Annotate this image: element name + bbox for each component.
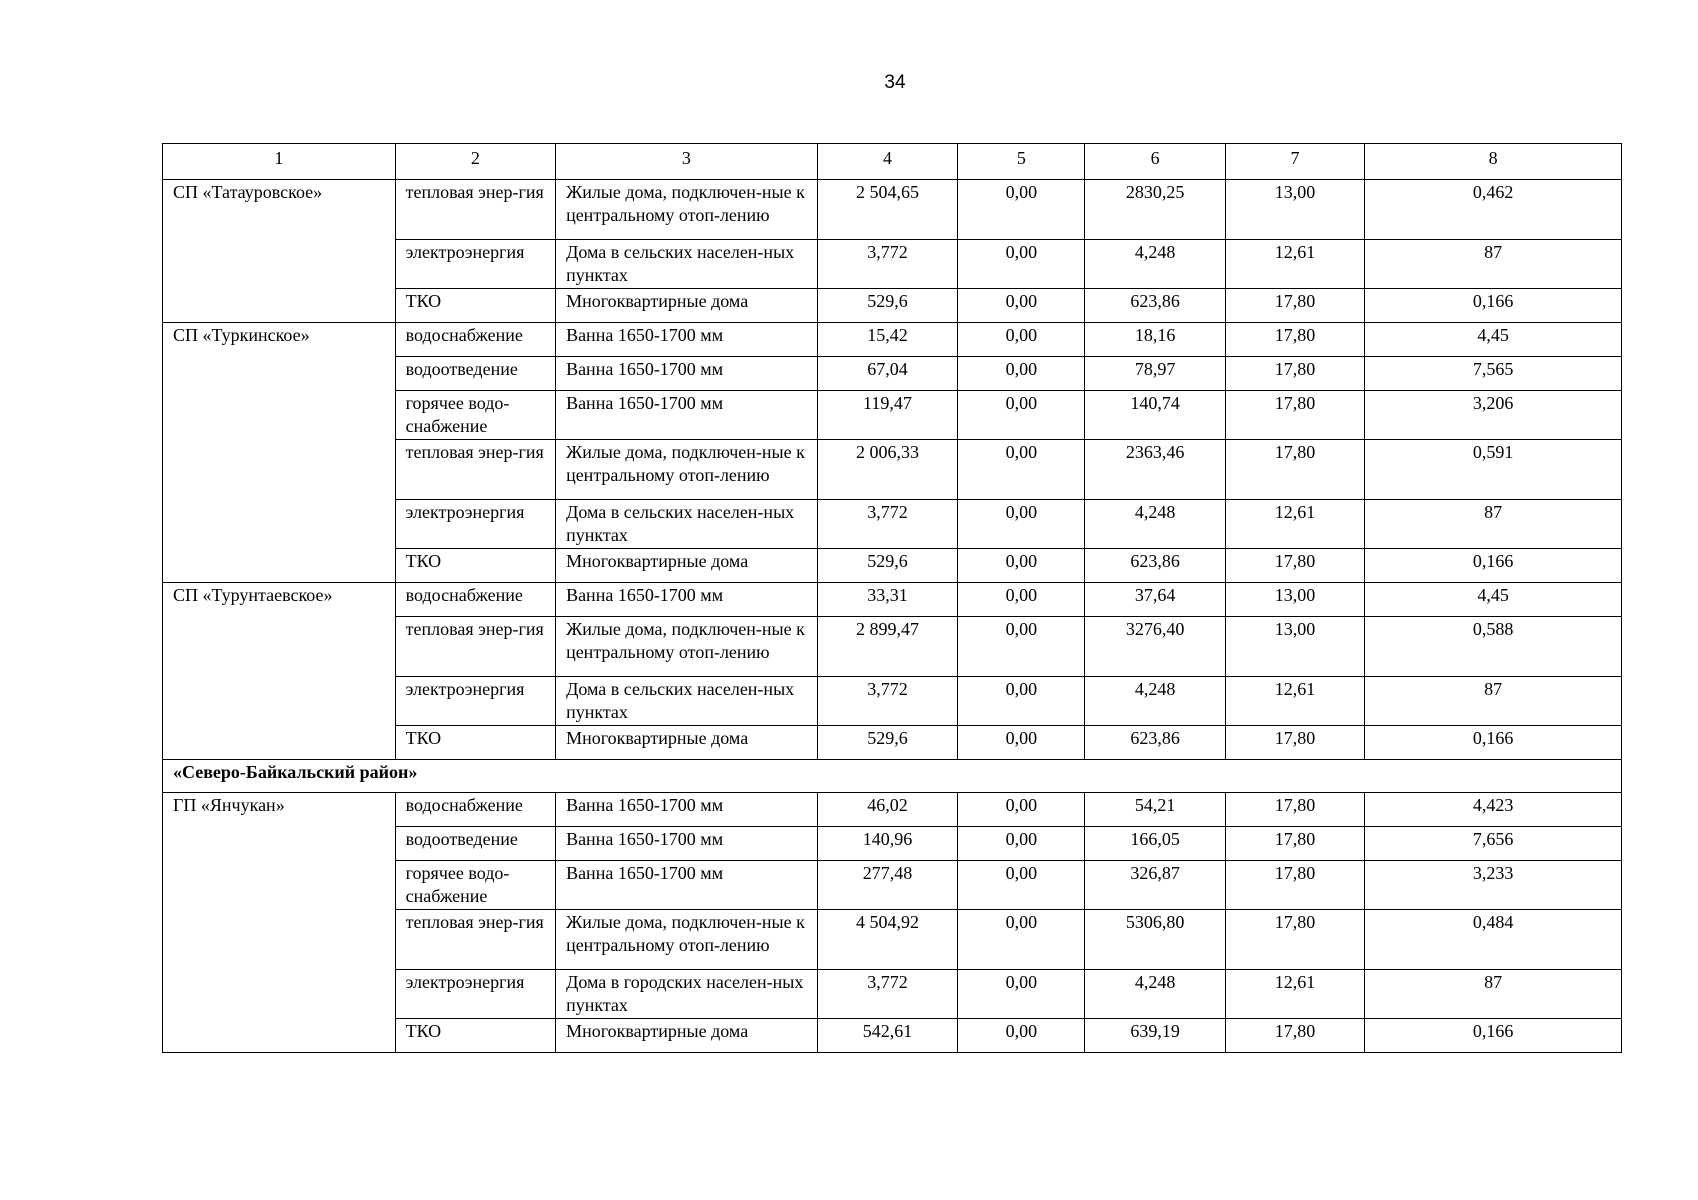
category-cell: Дома в сельских населен-ных пунктах [556,240,818,289]
value-cell-c4: 2 899,47 [817,617,957,677]
value-cell-c5: 0,00 [958,827,1085,861]
value-cell-c7: 12,61 [1225,240,1364,289]
service-cell: водоотведение [395,357,555,391]
value-cell-c8: 4,45 [1365,323,1622,357]
category-cell: Ванна 1650-1700 мм [556,583,818,617]
value-cell-c4: 3,772 [817,677,957,726]
value-cell-c4: 119,47 [817,391,957,440]
value-cell-c8: 4,423 [1365,793,1622,827]
service-cell: водоснабжение [395,583,555,617]
value-cell-c4: 3,772 [817,240,957,289]
value-cell-c6: 166,05 [1085,827,1225,861]
value-cell-c8: 0,166 [1365,726,1622,760]
service-cell: тепловая энер-гия [395,440,555,500]
value-cell-c8: 0,591 [1365,440,1622,500]
value-cell-c8: 3,233 [1365,861,1622,910]
service-cell: ТКО [395,1019,555,1053]
value-cell-c8: 4,45 [1365,583,1622,617]
value-cell-c8: 0,166 [1365,289,1622,323]
service-cell: водоснабжение [395,793,555,827]
value-cell-c6: 2363,46 [1085,440,1225,500]
value-cell-c4: 529,6 [817,289,957,323]
value-cell-c8: 87 [1365,970,1622,1019]
column-number: 4 [817,144,957,180]
service-cell: ТКО [395,726,555,760]
value-cell-c7: 17,80 [1225,793,1364,827]
value-cell-c8: 0,484 [1365,910,1622,970]
service-cell: водоотведение [395,827,555,861]
value-cell-c6: 18,16 [1085,323,1225,357]
value-cell-c5: 0,00 [958,1019,1085,1053]
value-cell-c6: 2830,25 [1085,180,1225,240]
table-row [163,323,1622,357]
value-cell-c7: 17,80 [1225,323,1364,357]
value-cell-c6: 326,87 [1085,861,1225,910]
value-cell-c5: 0,00 [958,323,1085,357]
value-cell-c7: 17,80 [1225,549,1364,583]
category-cell: Жилые дома, подключен-ные к центральному отоп-лению [556,180,818,240]
value-cell-c8: 7,656 [1365,827,1622,861]
value-cell-c5: 0,00 [958,549,1085,583]
value-cell-c4: 46,02 [817,793,957,827]
service-cell: горячее водо-снабжение [395,391,555,440]
value-cell-c8: 87 [1365,240,1622,289]
service-cell: ТКО [395,289,555,323]
value-cell-c4: 3,772 [817,970,957,1019]
value-cell-c7: 17,80 [1225,440,1364,500]
page-number: 34 [884,72,906,93]
value-cell-c5: 0,00 [958,500,1085,549]
value-cell-c8: 7,565 [1365,357,1622,391]
value-cell-c5: 0,00 [958,180,1085,240]
column-number: 5 [958,144,1085,180]
value-cell-c6: 639,19 [1085,1019,1225,1053]
value-cell-c6: 4,248 [1085,677,1225,726]
category-cell: Многоквартирные дома [556,549,818,583]
category-cell: Ванна 1650-1700 мм [556,323,818,357]
value-cell-c6: 623,86 [1085,726,1225,760]
column-number: 3 [556,144,818,180]
value-cell-c4: 4 504,92 [817,910,957,970]
tariff-table [162,143,1622,1053]
value-cell-c7: 17,80 [1225,827,1364,861]
service-cell: водоснабжение [395,323,555,357]
value-cell-c6: 5306,80 [1085,910,1225,970]
category-cell: Ванна 1650-1700 мм [556,391,818,440]
settlement-name: СП «Туркинское» [163,323,396,583]
value-cell-c6: 4,248 [1085,500,1225,549]
category-cell: Жилые дома, подключен-ные к центральному отоп-лению [556,910,818,970]
value-cell-c5: 0,00 [958,793,1085,827]
value-cell-c4: 33,31 [817,583,957,617]
value-cell-c8: 0,166 [1365,549,1622,583]
value-cell-c6: 37,64 [1085,583,1225,617]
value-cell-c4: 140,96 [817,827,957,861]
value-cell-c8: 87 [1365,500,1622,549]
settlement-name: ГП «Янчукан» [163,793,396,1053]
value-cell-c7: 17,80 [1225,391,1364,440]
service-cell: тепловая энер-гия [395,180,555,240]
category-cell: Ванна 1650-1700 мм [556,357,818,391]
value-cell-c5: 0,00 [958,357,1085,391]
value-cell-c7: 17,80 [1225,910,1364,970]
value-cell-c6: 4,248 [1085,240,1225,289]
category-cell: Ванна 1650-1700 мм [556,827,818,861]
service-cell: электроэнергия [395,240,555,289]
value-cell-c6: 54,21 [1085,793,1225,827]
value-cell-c4: 2 504,65 [817,180,957,240]
category-cell: Ванна 1650-1700 мм [556,861,818,910]
value-cell-c4: 2 006,33 [817,440,957,500]
category-cell: Дома в сельских населен-ных пунктах [556,677,818,726]
value-cell-c6: 623,86 [1085,549,1225,583]
value-cell-c7: 17,80 [1225,861,1364,910]
value-cell-c5: 0,00 [958,391,1085,440]
value-cell-c8: 0,588 [1365,617,1622,677]
value-cell-c5: 0,00 [958,677,1085,726]
value-cell-c4: 529,6 [817,549,957,583]
column-number: 7 [1225,144,1364,180]
value-cell-c8: 3,206 [1365,391,1622,440]
value-cell-c5: 0,00 [958,726,1085,760]
category-cell: Дома в городских населен-ных пунктах [556,970,818,1019]
value-cell-c7: 17,80 [1225,357,1364,391]
category-cell: Жилые дома, подключен-ные к центральному отоп-лению [556,440,818,500]
service-cell: электроэнергия [395,677,555,726]
value-cell-c7: 17,80 [1225,289,1364,323]
value-cell-c7: 13,00 [1225,180,1364,240]
table-row [163,793,1622,827]
value-cell-c4: 542,61 [817,1019,957,1053]
column-number: 8 [1365,144,1622,180]
service-cell: тепловая энер-гия [395,910,555,970]
category-cell: Многоквартирные дома [556,289,818,323]
value-cell-c6: 623,86 [1085,289,1225,323]
value-cell-c5: 0,00 [958,289,1085,323]
value-cell-c6: 3276,40 [1085,617,1225,677]
section-title: «Северо-Байкальский район» [163,760,1622,793]
category-cell: Ванна 1650-1700 мм [556,793,818,827]
service-cell: тепловая энер-гия [395,617,555,677]
value-cell-c5: 0,00 [958,240,1085,289]
service-cell: ТКО [395,549,555,583]
value-cell-c7: 17,80 [1225,726,1364,760]
column-number-row [163,144,1622,180]
value-cell-c5: 0,00 [958,970,1085,1019]
value-cell-c4: 277,48 [817,861,957,910]
value-cell-c5: 0,00 [958,440,1085,500]
value-cell-c8: 87 [1365,677,1622,726]
value-cell-c4: 529,6 [817,726,957,760]
column-number: 2 [395,144,555,180]
value-cell-c5: 0,00 [958,583,1085,617]
value-cell-c7: 13,00 [1225,617,1364,677]
service-cell: электроэнергия [395,500,555,549]
settlement-name: СП «Татауровское» [163,180,396,323]
category-cell: Многоквартирные дома [556,726,818,760]
value-cell-c5: 0,00 [958,861,1085,910]
service-cell: электроэнергия [395,970,555,1019]
service-cell: горячее водо-снабжение [395,861,555,910]
category-cell: Многоквартирные дома [556,1019,818,1053]
category-cell: Жилые дома, подключен-ные к центральному отоп-лению [556,617,818,677]
value-cell-c7: 12,61 [1225,500,1364,549]
table-row [163,180,1622,240]
value-cell-c6: 4,248 [1085,970,1225,1019]
value-cell-c6: 140,74 [1085,391,1225,440]
value-cell-c7: 12,61 [1225,677,1364,726]
value-cell-c4: 3,772 [817,500,957,549]
value-cell-c4: 67,04 [817,357,957,391]
value-cell-c4: 15,42 [817,323,957,357]
category-cell: Дома в сельских населен-ных пунктах [556,500,818,549]
tariff-table-body [163,144,1622,1053]
settlement-name: СП «Турунтаевское» [163,583,396,760]
value-cell-c7: 13,00 [1225,583,1364,617]
value-cell-c8: 0,462 [1365,180,1622,240]
value-cell-c6: 78,97 [1085,357,1225,391]
column-number: 1 [163,144,396,180]
value-cell-c5: 0,00 [958,910,1085,970]
table-row [163,583,1622,617]
value-cell-c7: 12,61 [1225,970,1364,1019]
section-row [163,760,1622,793]
value-cell-c7: 17,80 [1225,1019,1364,1053]
value-cell-c8: 0,166 [1365,1019,1622,1053]
column-number: 6 [1085,144,1225,180]
value-cell-c5: 0,00 [958,617,1085,677]
